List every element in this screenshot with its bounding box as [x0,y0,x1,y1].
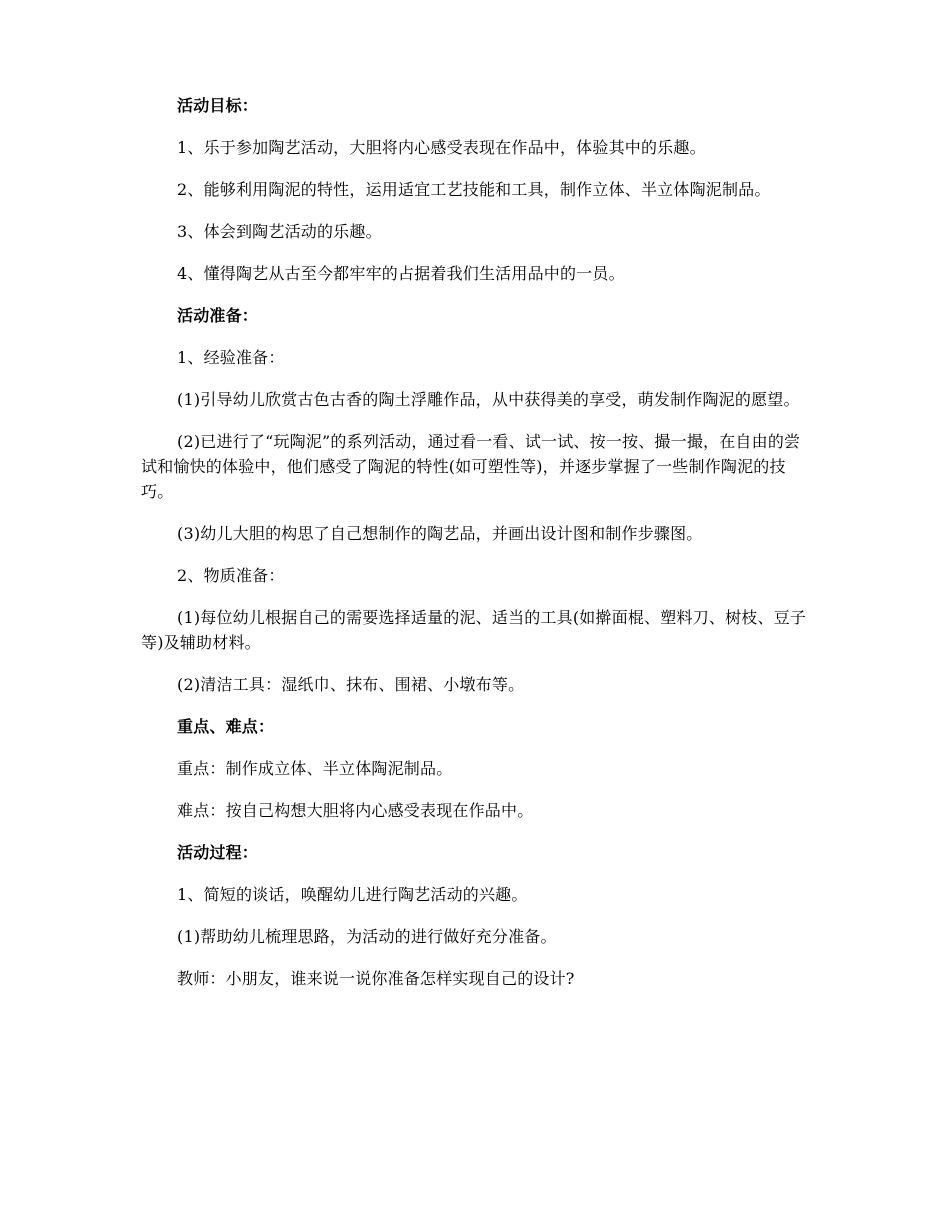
goal-item-3: 3、体会到陶艺活动的乐趣。 [177,222,382,241]
preparation-experience-item-3: (3)幼儿大胆的构思了自己想制作的陶艺品，并画出设计图和制作步骤图。 [177,524,703,543]
section-heading-preparation: 活动准备： [177,306,259,325]
preparation-materials-item-1: (1)每位幼儿根据自己的需要选择适量的泥、适当的工具(如擀面棍、塑料刀、树枝、豆子等)及辅助材料。 [141,608,807,652]
section-heading-goals: 活动目标： [177,96,259,115]
preparation-experience-item-2: (2)已进行了“玩陶泥”的系列活动，通过看一看、试一试、按一按、撮一撮，在自由的尝试和愉快的体验中，他们感受了陶泥的特性(如可塑性等)，并逐步掌握了一些制作陶泥的技巧。 [141,432,801,501]
teacher-dialogue: 教师：小朋友，谁来说一说你准备怎样实现自己的设计? [177,969,575,988]
goal-item-4: 4、懂得陶艺从古至今都牢牢的占据着我们生活用品中的一员。 [177,264,625,283]
goal-item-2: 2、能够利用陶泥的特性，运用适宜工艺技能和工具，制作立体、半立体陶泥制品。 [177,180,771,199]
key-point: 重点：制作成立体、半立体陶泥制品。 [177,759,453,778]
preparation-experience-item-1: (1)引导幼儿欣赏古色古香的陶土浮雕作品，从中获得美的享受，萌发制作陶泥的愿望。 [177,390,800,409]
difficult-point: 难点：按自己构想大胆将内心感受表现在作品中。 [177,801,534,820]
section-heading-process: 活动过程： [177,843,259,862]
preparation-experience: 1、经验准备： [177,348,285,367]
goal-item-1: 1、乐于参加陶艺活动，大胆将内心感受表现在作品中，体验其中的乐趣。 [177,138,706,157]
process-step-1: 1、简短的谈话，唤醒幼儿进行陶艺活动的兴趣。 [177,885,528,904]
document-body [141,93,811,1008]
process-step-1-item-1: (1)帮助幼儿梳理思路，为活动的进行做好充分准备。 [177,927,557,946]
section-heading-key-points: 重点、难点： [177,717,275,736]
preparation-materials-item-2: (2)清洁工具：湿纸巾、抹布、围裙、小墩布等。 [177,675,525,694]
preparation-materials: 2、物质准备： [177,566,285,585]
